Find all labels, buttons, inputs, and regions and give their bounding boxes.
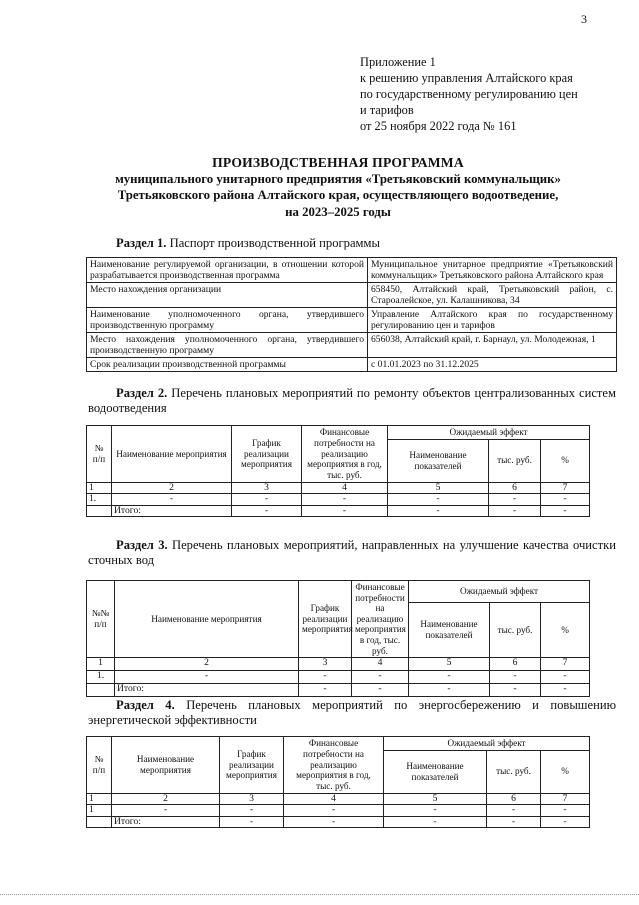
header-schedule: График реализации мероприятия bbox=[299, 581, 352, 658]
table-cell: - bbox=[487, 816, 541, 828]
table-cell: - bbox=[299, 684, 352, 697]
passport-label: Наименование регулируемой организации, в отношении которой разрабатывается производственная программа bbox=[87, 258, 368, 283]
passport-value: Управление Алтайского края по государственному регулированию цен и тарифов bbox=[368, 308, 617, 333]
header-effect: Ожидаемый эффект bbox=[384, 737, 590, 751]
passport-label: Срок реализации производственной программы bbox=[87, 358, 368, 372]
header-finance: Финансовые потребности на реализацию мероприятия в год, тыс. руб. bbox=[284, 737, 384, 794]
table-cell: - bbox=[232, 505, 302, 517]
table-row bbox=[87, 283, 617, 308]
table-cell: - bbox=[541, 505, 590, 517]
section2-heading bbox=[88, 386, 616, 416]
section4-table bbox=[86, 736, 590, 828]
header-num: № п/п bbox=[87, 737, 112, 794]
document-title bbox=[60, 155, 616, 220]
passport-label: Место нахождения организации bbox=[87, 283, 368, 308]
table-cell: 7 bbox=[541, 793, 590, 805]
total-label: Итого: bbox=[112, 816, 220, 828]
header-indicators: Наименование показателей bbox=[388, 439, 489, 482]
section-text: Перечень плановых мероприятий по ремонту объектов централизованных систем водоотведения bbox=[88, 386, 616, 415]
table-cell: 3 bbox=[220, 793, 284, 805]
appendix-line: и тарифов bbox=[360, 103, 414, 117]
table-row bbox=[87, 258, 617, 283]
table-cell: - bbox=[541, 684, 590, 697]
table-cell bbox=[87, 505, 112, 517]
table-cell: 1. bbox=[87, 494, 112, 506]
table-cell: 1 bbox=[87, 658, 115, 671]
table-cell bbox=[87, 816, 112, 828]
appendix-line: от 25 ноября 2022 года № 161 bbox=[360, 119, 517, 133]
table-cell: - bbox=[112, 494, 232, 506]
title-line: Третьяковского района Алтайского края, осуществляющего водоотведение, bbox=[117, 188, 559, 203]
table-row bbox=[87, 358, 617, 372]
table-cell: - bbox=[220, 816, 284, 828]
header-percent: % bbox=[541, 602, 590, 657]
table-row bbox=[87, 308, 617, 333]
header-finance: Финансовые потребности на реализацию мероприятия в год, тыс. руб. bbox=[302, 426, 388, 483]
table-cell: 5 bbox=[409, 658, 490, 671]
passport-value: Муниципальное унитарное предприятие «Третьяковский коммунальщик» Третьяковского района Алтайского края bbox=[368, 258, 617, 283]
table-cell: - bbox=[302, 505, 388, 517]
table-cell: 7 bbox=[541, 658, 590, 671]
table-cell: - bbox=[302, 494, 388, 506]
section1-heading bbox=[88, 236, 616, 251]
header-name: Наименование мероприятия bbox=[112, 426, 232, 483]
table-cell: - bbox=[115, 671, 299, 684]
table-row bbox=[87, 482, 590, 494]
table-row bbox=[87, 671, 590, 684]
table-cell: - bbox=[487, 805, 541, 817]
section4-heading bbox=[88, 698, 616, 728]
section3-heading bbox=[88, 538, 616, 568]
table-cell: - bbox=[489, 505, 541, 517]
table-cell: 6 bbox=[489, 482, 541, 494]
table-row bbox=[87, 805, 590, 817]
table-cell: - bbox=[384, 816, 487, 828]
title-line: на 2023–2025 годы bbox=[285, 204, 391, 219]
header-num: №№ п/п bbox=[87, 581, 115, 658]
passport-value: с 01.01.2023 по 31.12.2025 bbox=[368, 358, 617, 372]
table-row bbox=[87, 684, 590, 697]
table-cell: 5 bbox=[384, 793, 487, 805]
table-cell: 2 bbox=[112, 482, 232, 494]
header-schedule: График реализации мероприятия bbox=[220, 737, 284, 794]
passport-table bbox=[86, 257, 617, 372]
section-number: Раздел 2. bbox=[116, 386, 168, 400]
table-cell: 1 bbox=[87, 482, 112, 494]
table-cell: - bbox=[284, 816, 384, 828]
passport-label: Наименование уполномоченного органа, утвердившего производственную программу bbox=[87, 308, 368, 333]
section-text: Паспорт производственной программы bbox=[166, 236, 380, 250]
table-cell: 4 bbox=[302, 482, 388, 494]
section-number: Раздел 1. bbox=[116, 236, 167, 250]
table-cell: 1 bbox=[87, 805, 112, 817]
section-text: Перечень плановых мероприятий по энергосбережению и повышению энергетической эффективности bbox=[88, 698, 616, 727]
table-cell: 3 bbox=[232, 482, 302, 494]
total-label: Итого: bbox=[112, 505, 232, 517]
table-cell: - bbox=[352, 671, 409, 684]
passport-label: Место нахождения уполномоченного органа, утвердившего производственную программу bbox=[87, 333, 368, 358]
table-cell: - bbox=[299, 671, 352, 684]
header-thousand: тыс. руб. bbox=[487, 750, 541, 793]
total-label: Итого: bbox=[115, 684, 299, 697]
passport-value: 658450, Алтайский край, Третьяковский район, с. Староалейское, ул. Калашникова, 34 bbox=[368, 283, 617, 308]
header-effect: Ожидаемый эффект bbox=[409, 581, 590, 603]
table-cell: 5 bbox=[388, 482, 489, 494]
table-cell: - bbox=[490, 684, 541, 697]
table-cell: 3 bbox=[299, 658, 352, 671]
table-cell: - bbox=[220, 805, 284, 817]
table-cell: - bbox=[112, 805, 220, 817]
table-cell: - bbox=[352, 684, 409, 697]
title-line: ПРОИЗВОДСТВЕННАЯ ПРОГРАММА bbox=[212, 155, 464, 170]
table-cell: - bbox=[388, 494, 489, 506]
table-row bbox=[87, 816, 590, 828]
header-thousand: тыс. руб. bbox=[489, 439, 541, 482]
section-number: Раздел 3. bbox=[116, 538, 168, 552]
table-row bbox=[87, 494, 590, 506]
section2-table bbox=[86, 425, 590, 517]
table-cell: 4 bbox=[284, 793, 384, 805]
table-cell: 4 bbox=[352, 658, 409, 671]
header-num: № п/п bbox=[87, 426, 112, 483]
table-cell: - bbox=[232, 494, 302, 506]
header-schedule: График реализации мероприятия bbox=[232, 426, 302, 483]
appendix-line: по государственному регулированию цен bbox=[360, 87, 578, 101]
scan-edge-divider bbox=[0, 894, 639, 895]
table-cell bbox=[87, 684, 115, 697]
title-line: муниципального унитарного предприятия «Третьяковский коммунальщик» bbox=[115, 172, 561, 187]
table-cell: - bbox=[388, 505, 489, 517]
header-thousand: тыс. руб. bbox=[490, 602, 541, 657]
header-percent: % bbox=[541, 439, 590, 482]
table-cell: - bbox=[490, 671, 541, 684]
header-finance: Финансовые потребности на реализацию мероприятия в год, тыс. руб. bbox=[352, 581, 409, 658]
appendix-line: Приложение 1 bbox=[360, 55, 436, 69]
header-name: Наименование мероприятия bbox=[112, 737, 220, 794]
passport-value: 656038, Алтайский край, г. Барнаул, ул. Молодежная, 1 bbox=[368, 333, 617, 358]
table-row bbox=[87, 505, 590, 517]
table-cell: - bbox=[284, 805, 384, 817]
table-cell: - bbox=[541, 494, 590, 506]
table-cell: 7 bbox=[541, 482, 590, 494]
table-cell: - bbox=[489, 494, 541, 506]
table-row bbox=[87, 793, 590, 805]
header-name: Наименование мероприятия bbox=[115, 581, 299, 658]
table-cell: 2 bbox=[112, 793, 220, 805]
table-cell: - bbox=[409, 671, 490, 684]
appendix-block bbox=[360, 54, 622, 134]
table-cell: 2 bbox=[115, 658, 299, 671]
table-row bbox=[87, 333, 617, 358]
header-percent: % bbox=[541, 750, 590, 793]
table-row bbox=[87, 658, 590, 671]
table-cell: - bbox=[541, 671, 590, 684]
header-indicators: Наименование показателей bbox=[409, 602, 490, 657]
appendix-line: к решению управления Алтайского края bbox=[360, 71, 573, 85]
page-number: 3 bbox=[581, 12, 587, 26]
table-cell: - bbox=[541, 805, 590, 817]
header-indicators: Наименование показателей bbox=[384, 750, 487, 793]
table-cell: 6 bbox=[487, 793, 541, 805]
section-text: Перечень плановых мероприятий, направленных на улучшение качества очистки сточных вод bbox=[88, 538, 616, 567]
table-cell: 1 bbox=[87, 793, 112, 805]
section-number: Раздел 4. bbox=[116, 698, 175, 712]
table-cell: 6 bbox=[490, 658, 541, 671]
table-cell: - bbox=[541, 816, 590, 828]
table-cell: - bbox=[409, 684, 490, 697]
table-cell: - bbox=[384, 805, 487, 817]
header-effect: Ожидаемый эффект bbox=[388, 426, 590, 440]
section3-table bbox=[86, 580, 590, 697]
table-cell: 1. bbox=[87, 671, 115, 684]
